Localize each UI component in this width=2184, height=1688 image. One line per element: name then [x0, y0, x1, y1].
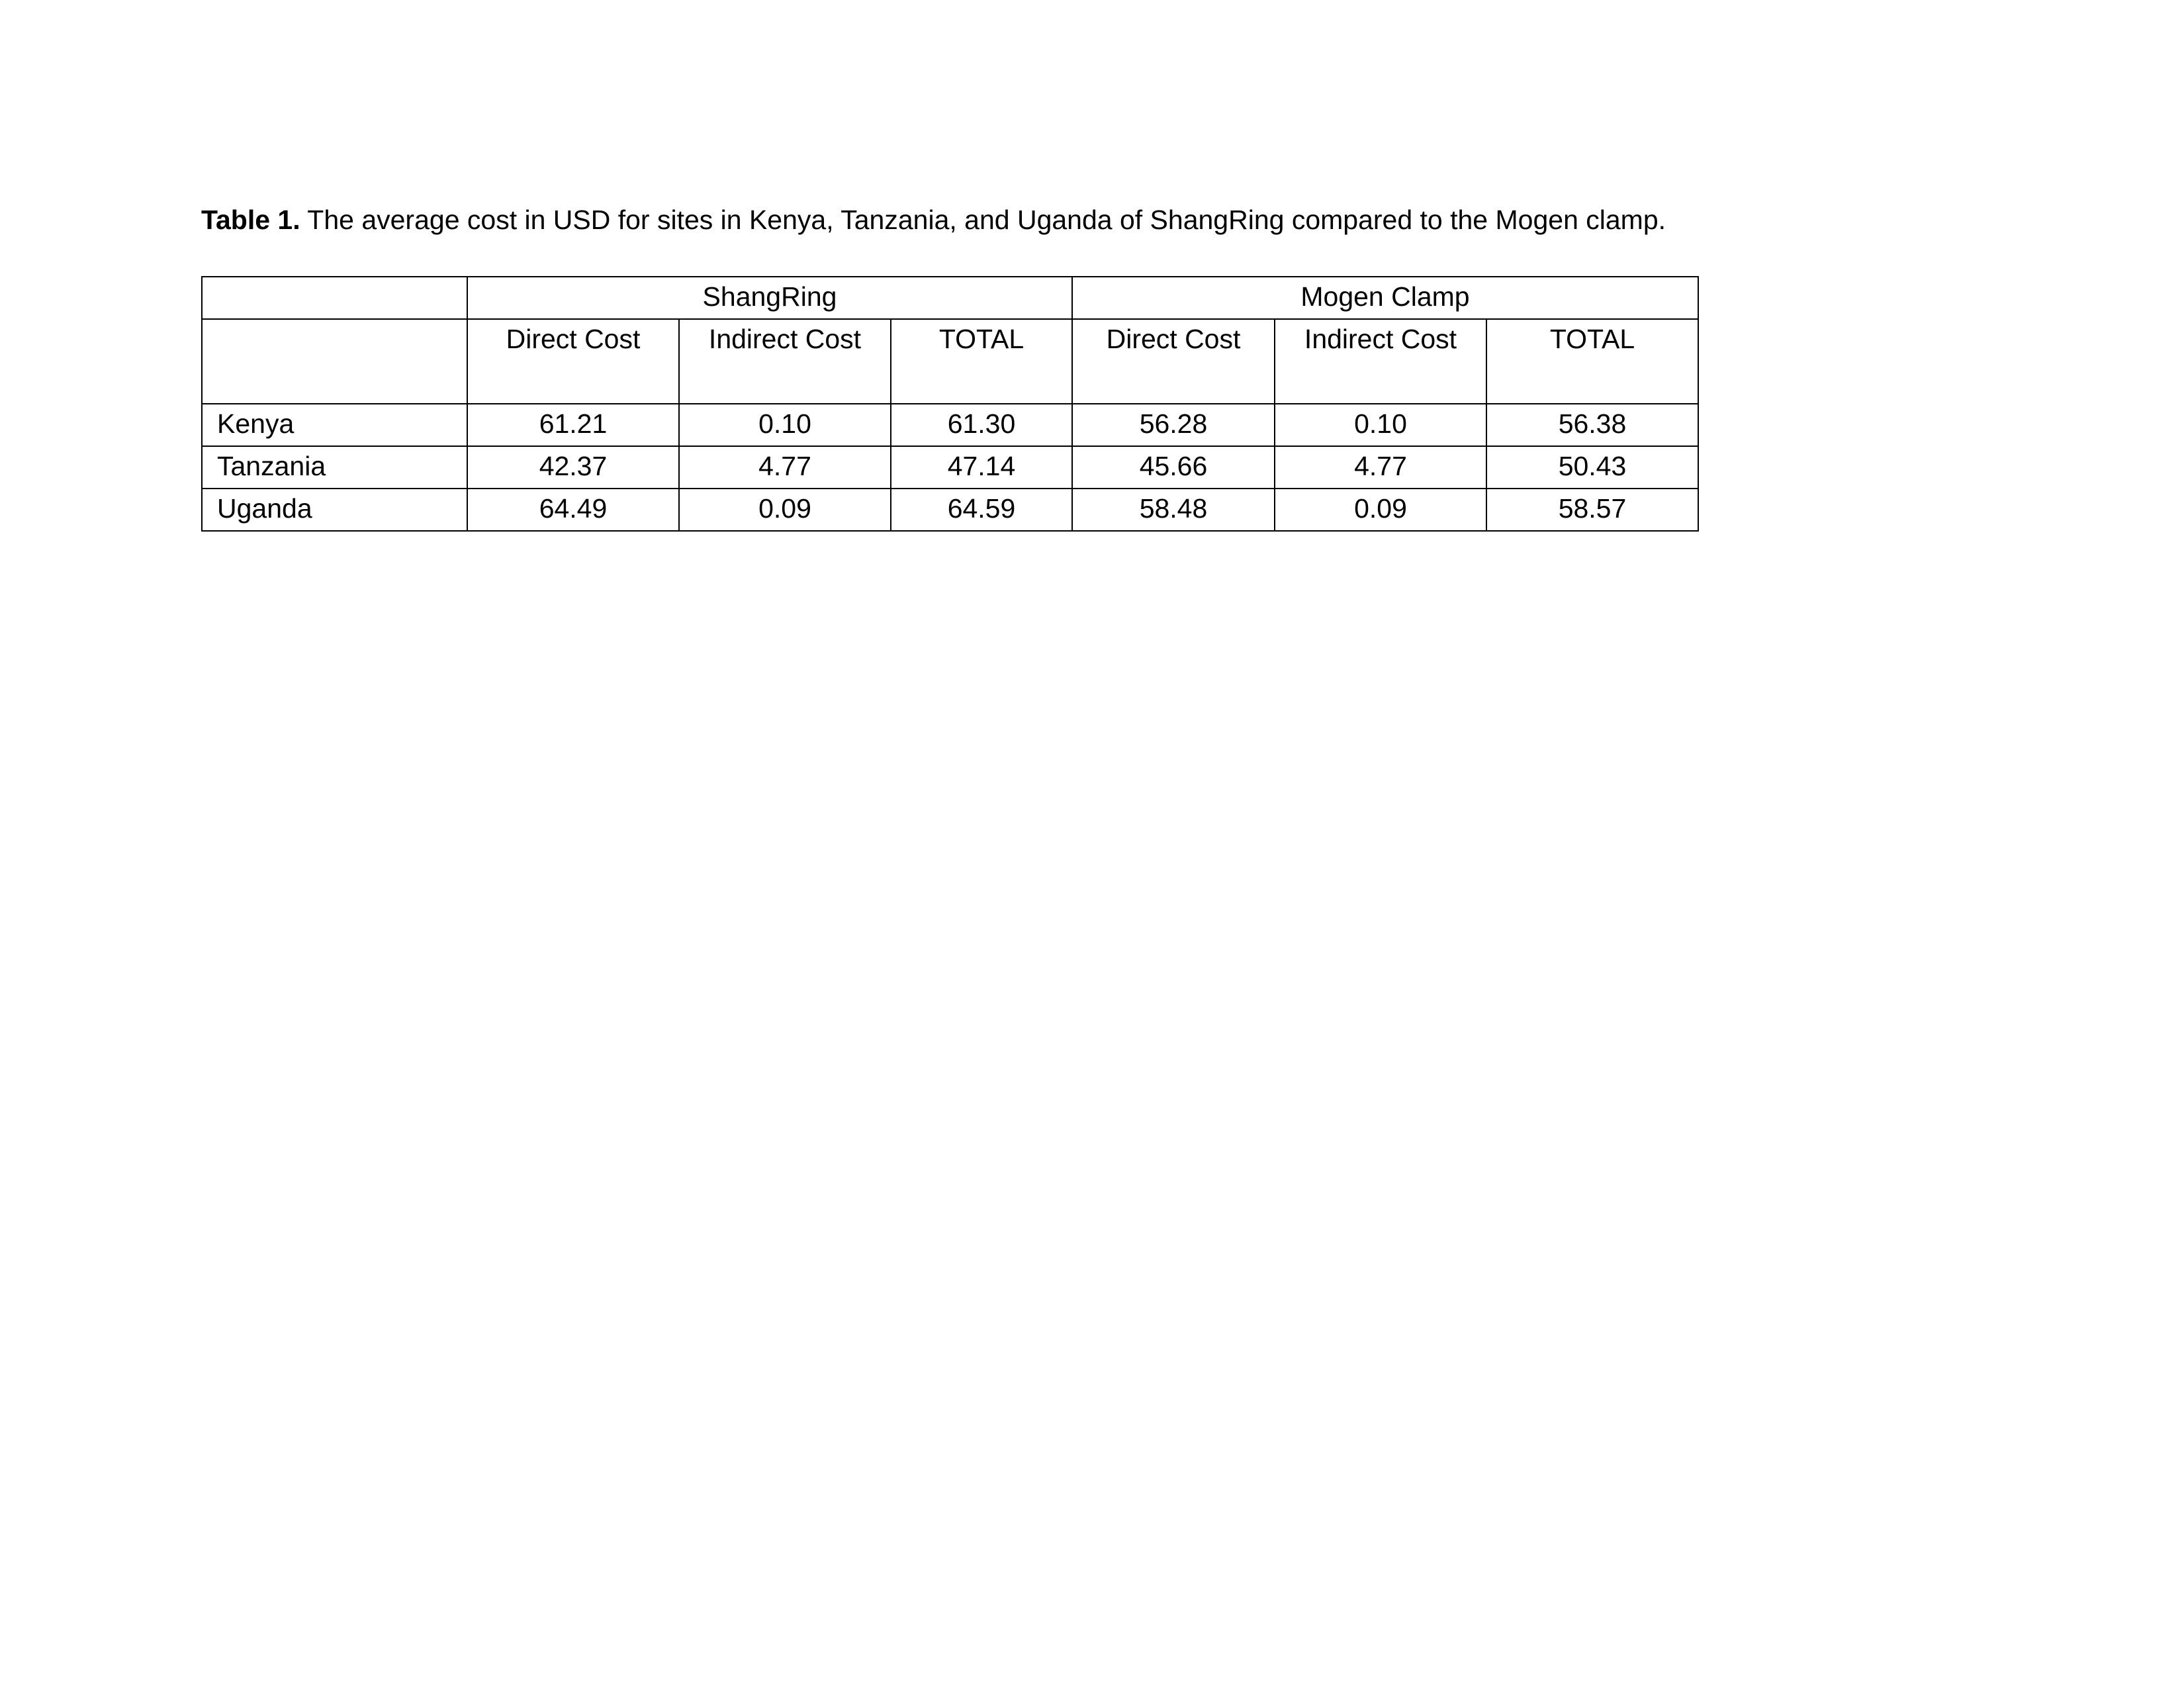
table-cell: 0.09	[1275, 489, 1486, 531]
caption-label: Table 1.	[201, 205, 300, 235]
table-cell: 42.37	[467, 446, 679, 489]
group-header-row	[202, 277, 1698, 319]
table-cell: 61.30	[891, 404, 1072, 446]
row-label: Tanzania	[202, 446, 467, 489]
table-row-uganda	[202, 489, 1698, 531]
subheader-mogen-indirect-cost: Indirect Cost	[1275, 319, 1486, 404]
table-cell: 0.10	[679, 404, 891, 446]
empty-corner-cell	[202, 277, 467, 319]
table-cell: 0.10	[1275, 404, 1486, 446]
row-label: Kenya	[202, 404, 467, 446]
subheader-shangring-indirect-cost: Indirect Cost	[679, 319, 891, 404]
table-cell: 56.38	[1486, 404, 1698, 446]
table-cell: 64.59	[891, 489, 1072, 531]
subheader-mogen-total: TOTAL	[1486, 319, 1698, 404]
table-cell: 56.28	[1072, 404, 1275, 446]
table-cell: 58.48	[1072, 489, 1275, 531]
table-row-tanzania	[202, 446, 1698, 489]
table-cell: 64.49	[467, 489, 679, 531]
table-cell: 4.77	[1275, 446, 1486, 489]
group-header-mogen-clamp: Mogen Clamp	[1072, 277, 1698, 319]
group-header-shangring: ShangRing	[467, 277, 1072, 319]
empty-row-label-cell	[202, 319, 467, 404]
table-cell: 61.21	[467, 404, 679, 446]
row-label: Uganda	[202, 489, 467, 531]
subheader-shangring-total: TOTAL	[891, 319, 1072, 404]
table-cell: 0.09	[679, 489, 891, 531]
table-row-kenya	[202, 404, 1698, 446]
table-cell: 45.66	[1072, 446, 1275, 489]
subheader-row	[202, 319, 1698, 404]
table-cell: 50.43	[1486, 446, 1698, 489]
table-cell: 58.57	[1486, 489, 1698, 531]
table-cell: 4.77	[679, 446, 891, 489]
cost-table	[201, 276, 1699, 532]
caption-text: The average cost in USD for sites in Kenya, Tanzania, and Uganda of ShangRing compared to the Mogen clamp.	[300, 205, 1666, 235]
table-cell: 47.14	[891, 446, 1072, 489]
table-caption	[201, 199, 1666, 241]
subheader-mogen-direct-cost: Direct Cost	[1072, 319, 1275, 404]
subheader-shangring-direct-cost: Direct Cost	[467, 319, 679, 404]
